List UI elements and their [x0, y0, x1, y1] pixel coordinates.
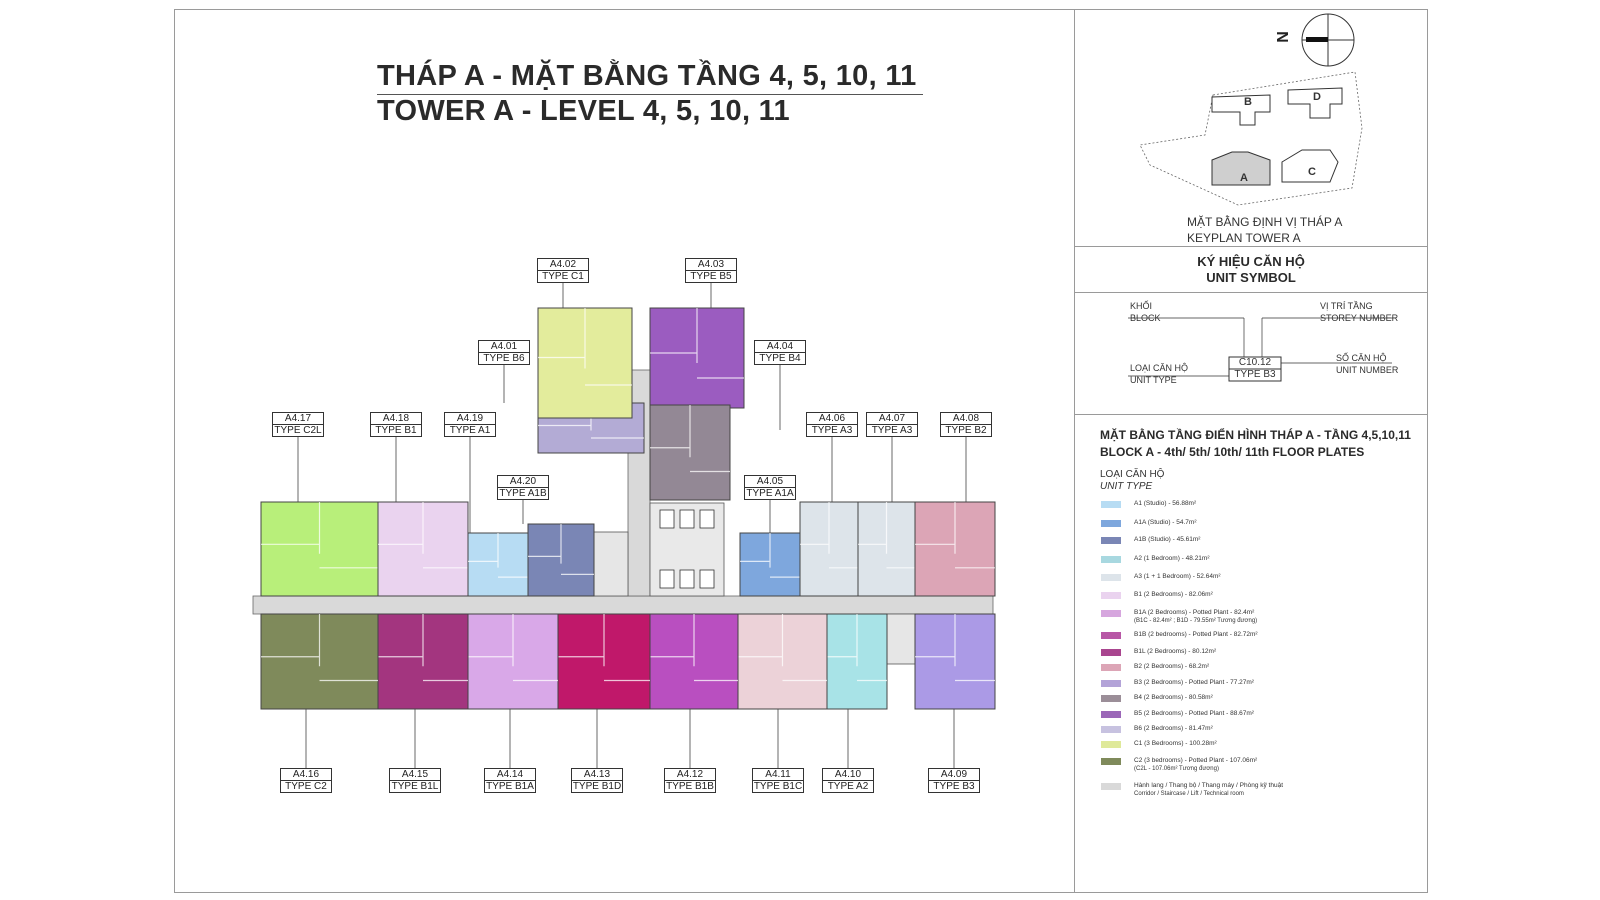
unit-id: A4.07 — [867, 413, 917, 425]
unit-id: A4.09 — [929, 769, 979, 781]
unit-id: A4.08 — [941, 413, 991, 425]
legend-swatch — [1101, 574, 1121, 581]
legend-label-main: Hành lang / Thang bộ / Thang máy / Phòng kỹ thuật — [1134, 782, 1283, 789]
legend-label — [1134, 609, 1257, 625]
symbol-block-label — [1130, 300, 1161, 324]
legend-label-note: (B1C - 82.4m² ; B1D - 79.55m² Tương đương) — [1134, 618, 1258, 624]
keyplan-block-c: C — [1308, 166, 1316, 178]
unit-type: TYPE A1B — [499, 488, 547, 499]
unit-id: A4.11 — [753, 769, 803, 781]
legend-title-line2: BLOCK A - 4th/ 5th/ 10th/ 11th FLOOR PLATES — [1100, 445, 1365, 459]
legend-swatch — [1101, 680, 1121, 687]
legend-swatch — [1101, 520, 1121, 527]
page-title-vi: THÁP A - MẶT BẰNG TẦNG 4, 5, 10, 11 — [377, 60, 917, 92]
legend-label — [1134, 573, 1221, 581]
unit-type: TYPE B1C — [753, 781, 803, 792]
unit-type: TYPE B1 — [375, 425, 417, 436]
unit-type: TYPE A1A — [746, 488, 794, 499]
legend-label — [1134, 740, 1217, 748]
unit-id: A4.12 — [665, 769, 715, 781]
legend-label — [1134, 648, 1216, 656]
symbol-example-code: C10.12 — [1238, 357, 1272, 368]
legend-label — [1134, 782, 1283, 798]
legend-label-main: B2 (2 Bedrooms) - 68.2m² — [1134, 663, 1210, 670]
legend-label — [1134, 591, 1213, 599]
legend-label — [1134, 536, 1200, 544]
legend-subtitle-en: UNIT TYPE — [1100, 481, 1153, 492]
unit-id: A4.17 — [273, 413, 323, 425]
legend-label — [1134, 555, 1210, 563]
unit-type: TYPE A1 — [449, 425, 491, 436]
symbol-unit-number-vi: SỐ CĂN HỘ — [1336, 353, 1387, 363]
unit-id: A4.05 — [745, 476, 795, 488]
unit-id: A4.06 — [807, 413, 857, 425]
legend-label-main: B6 (2 Bedrooms) - 81.47m² — [1134, 725, 1213, 732]
unit-type: TYPE B1A — [486, 781, 534, 792]
keyplan-caption-vi: MẶT BẰNG ĐỊNH VỊ THÁP A — [1187, 215, 1343, 229]
symbol-unit-type-label — [1130, 362, 1188, 386]
unit-type: TYPE B4 — [759, 353, 801, 364]
unit-type: TYPE C2 — [285, 781, 327, 792]
keyplan-block-b: B — [1244, 96, 1252, 108]
legend-label-main: B5 (2 Bedrooms) - Potted Plant - 88.67m² — [1134, 710, 1254, 717]
unit-symbol-title-vi: KÝ HIỆU CĂN HỘ — [1197, 254, 1305, 269]
page-title-en: TOWER A - LEVEL 4, 5, 10, 11 — [377, 95, 790, 127]
legend-label — [1134, 679, 1254, 687]
legend-title — [1100, 427, 1411, 461]
legend-label-note: Corridor / Staircase / Lift / Technical room — [1134, 791, 1244, 797]
legend-swatch — [1101, 758, 1121, 765]
unit-id: A4.02 — [538, 259, 588, 271]
legend-swatch — [1101, 501, 1121, 508]
symbol-unit-type-en: UNIT TYPE — [1130, 375, 1177, 385]
legend-label — [1134, 757, 1257, 773]
unit-id: A4.14 — [485, 769, 535, 781]
legend-label-main: B4 (2 Bedrooms) - 80.58m² — [1134, 694, 1213, 701]
legend-swatch — [1101, 537, 1121, 544]
legend-label-main: A3 (1 + 1 Bedroom) - 52.64m² — [1134, 573, 1221, 580]
legend-swatch — [1101, 610, 1121, 617]
legend-label-main: A1B (Studio) - 45.61m² — [1134, 536, 1201, 543]
unit-id: A4.20 — [498, 476, 548, 488]
legend-label — [1134, 631, 1258, 639]
legend-label-main: A1 (Studio) - 56.88m² — [1134, 500, 1197, 507]
unit-type: TYPE A2 — [827, 781, 869, 792]
symbol-storey-vi: VỊ TRÍ TẦNG — [1320, 301, 1373, 311]
symbol-storey-label — [1320, 300, 1398, 324]
legend-swatch — [1101, 556, 1121, 563]
panel-divider-3 — [1074, 414, 1428, 415]
unit-id: A4.13 — [572, 769, 622, 781]
legend-swatch — [1101, 726, 1121, 733]
unit-type: TYPE B6 — [483, 353, 525, 364]
unit-type: TYPE B3 — [933, 781, 975, 792]
unit-id: A4.18 — [371, 413, 421, 425]
legend-swatch — [1101, 741, 1121, 748]
legend-title-line1: MẶT BẰNG TẦNG ĐIỂN HÌNH THÁP A - TẦNG 4,5,10,11 — [1100, 428, 1411, 442]
unit-type: TYPE B1L — [391, 781, 439, 792]
symbol-unit-type-vi: LOẠI CĂN HỘ — [1130, 363, 1189, 373]
symbol-example-type: TYPE B3 — [1234, 369, 1276, 380]
unit-type: TYPE B2 — [945, 425, 987, 436]
unit-id: A4.15 — [390, 769, 440, 781]
symbol-unit-number-label — [1336, 352, 1398, 376]
unit-id: A4.16 — [281, 769, 331, 781]
unit-type: TYPE B5 — [690, 271, 732, 282]
legend-label-main: A1A (Studio) - 54.7m² — [1134, 519, 1197, 526]
legend-subtitle-vi: LOẠI CĂN HỘ — [1100, 469, 1165, 480]
symbol-block-vi: KHỐI — [1130, 301, 1153, 311]
unit-type: TYPE C2L — [274, 425, 322, 436]
legend-swatch — [1101, 632, 1121, 639]
legend-label-main: B3 (2 Bedrooms) - Potted Plant - 77.27m² — [1134, 679, 1254, 686]
keyplan-block-d: D — [1313, 91, 1321, 103]
legend-swatch — [1101, 695, 1121, 702]
legend-swatch — [1101, 592, 1121, 599]
symbol-unit-number-en: UNIT NUMBER — [1336, 365, 1399, 375]
legend-label-main: B1 (2 Bedrooms) - 82.06m² — [1134, 591, 1213, 598]
unit-type: TYPE A3 — [811, 425, 853, 436]
unit-symbol-title-en: UNIT SYMBOL — [1206, 270, 1296, 285]
legend-swatch — [1101, 664, 1121, 671]
legend-label-note: (C2L - 107.06m² Tương đương) — [1134, 766, 1219, 772]
unit-id: A4.03 — [686, 259, 736, 271]
legend-swatch — [1101, 649, 1121, 656]
legend-label-main: B1B (2 bedrooms) - Potted Plant - 82.72m² — [1134, 631, 1258, 638]
legend-label — [1134, 725, 1213, 733]
legend-label-main: A2 (1 Bedroom) - 48.21m² — [1134, 555, 1210, 562]
legend-label-main: C2 (3 bedrooms) - Potted Plant - 107.06m² — [1134, 757, 1258, 764]
legend-label — [1134, 694, 1213, 702]
unit-type: TYPE C1 — [542, 271, 584, 282]
unit-type: TYPE B1B — [666, 781, 714, 792]
legend-label — [1134, 500, 1196, 508]
legend-label — [1134, 710, 1254, 718]
keyplan-block-a: A — [1240, 172, 1248, 184]
legend-swatch — [1101, 711, 1121, 718]
unit-id: A4.04 — [755, 341, 805, 353]
legend-label-main: B1A (2 Bedrooms) - Potted Plant - 82.4m² — [1134, 609, 1255, 616]
unit-type: TYPE A3 — [871, 425, 913, 436]
keyplan-caption-en: KEYPLAN TOWER A — [1187, 231, 1301, 245]
legend-label-main: C1 (3 Bedrooms) - 100.28m² — [1134, 740, 1217, 747]
legend-label-main: B1L (2 Bedrooms) - 80.12m² — [1134, 648, 1217, 655]
north-label: N — [1274, 31, 1292, 43]
symbol-block-en: BLOCK — [1130, 313, 1161, 323]
unit-type: TYPE B1D — [572, 781, 622, 792]
symbol-storey-en: STOREY NUMBER — [1320, 313, 1399, 323]
legend-swatch — [1101, 783, 1121, 790]
unit-id: A4.10 — [823, 769, 873, 781]
legend-label — [1134, 663, 1209, 671]
unit-id: A4.01 — [479, 341, 529, 353]
legend-label — [1134, 519, 1197, 527]
unit-id: A4.19 — [445, 413, 495, 425]
